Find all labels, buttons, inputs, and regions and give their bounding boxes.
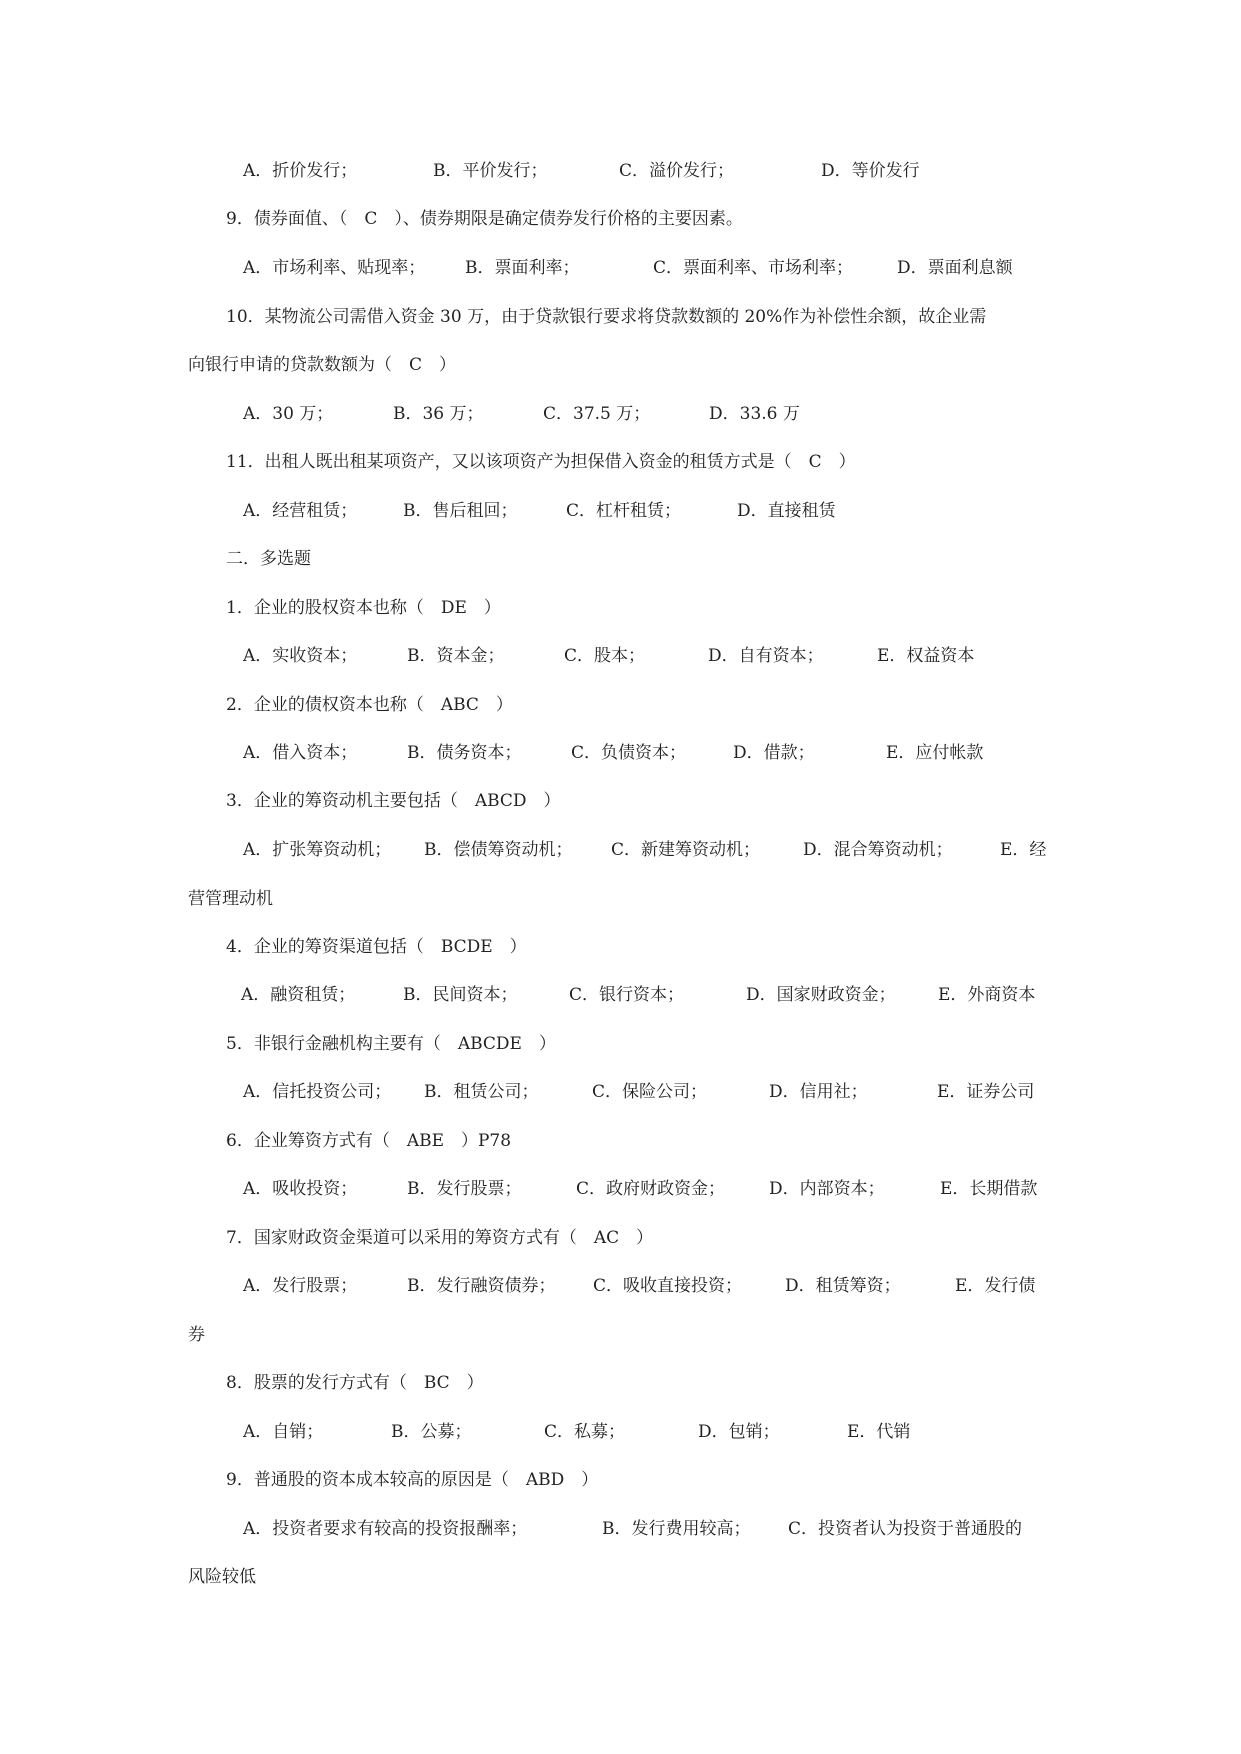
option-e: E．长期借款 [940, 1179, 1038, 1199]
question-m8: 8．股票的发行方式有（ BC ） [226, 1373, 484, 1393]
option-c: C．票面利率、市场利率； [653, 258, 854, 278]
option-c: C．吸收直接投资； [593, 1276, 743, 1296]
option-d: D．混合筹资动机； [803, 840, 953, 860]
option-e: E．代销 [847, 1422, 911, 1442]
option-d: D．信用社； [769, 1082, 868, 1102]
option-b: B．36 万； [393, 404, 484, 424]
question-m2: 2．企业的债权资本也称（ ABC ） [226, 695, 513, 715]
question-m9: 9．普通股的资本成本较高的原因是（ ABD ） [226, 1470, 599, 1490]
option-a: A．自销； [243, 1422, 324, 1442]
question-10: 10．某物流公司需借入资金 30 万，由于贷款银行要求将贷款数额的 20%作为补偿性余额，故企业需 [226, 307, 987, 327]
option-d: D．票面利息额 [897, 258, 1013, 278]
option-d: D．等价发行 [821, 161, 920, 181]
option-c: C．37.5 万； [543, 404, 651, 424]
question-9: 9．债券面值、（ C ）、债券期限是确定债券发行价格的主要因素。 [226, 209, 743, 229]
option-d: D．租赁筹资； [785, 1276, 901, 1296]
option-c: C．杠杆租赁； [566, 501, 682, 521]
option-e: E．外商资本 [938, 985, 1036, 1005]
question-m4: 4．企业的筹资渠道包括（ BCDE ） [226, 937, 527, 957]
option-b: B．债务资本； [407, 743, 522, 763]
option-row [243, 1518, 1023, 1606]
option-a: A．经营租赁； [243, 501, 358, 521]
option-c: C．银行资本； [569, 985, 685, 1005]
question-m3: 3．企业的筹资动机主要包括（ ABCD ） [226, 791, 561, 811]
option-wrap: 券 [188, 1325, 205, 1345]
option-b: B．平价发行； [433, 161, 548, 181]
option-b: B．偿债筹资动机； [424, 840, 573, 860]
option-a: A．投资者要求有较高的投资报酬率； [243, 1519, 528, 1539]
option-a: A．融资租赁； [241, 985, 356, 1005]
option-e: E．应付帐款 [886, 743, 984, 763]
question-m1: 1．企业的股权资本也称（ DE ） [226, 598, 501, 618]
option-c: C．负债资本； [571, 743, 687, 763]
option-c: C．溢价发行； [619, 161, 735, 181]
option-wrap: 营管理动机 [188, 889, 273, 909]
option-a: A．市场利率、贴现率； [243, 258, 426, 278]
option-c: C．私募； [544, 1422, 626, 1442]
option-a: A．30 万； [243, 404, 334, 424]
option-c: C．政府财政资金； [576, 1179, 726, 1199]
option-b: B．民间资本； [403, 985, 518, 1005]
question-11: 11．出租人既出租某项资产，又以该项资产为担保借入资金的租赁方式是（ C ） [226, 452, 856, 472]
option-d: D．国家财政资金； [746, 985, 896, 1005]
option-d: D．33.6 万 [709, 404, 800, 424]
question-10-wrap: 向银行申请的贷款数额为（ C ） [188, 355, 457, 375]
option-e: E．证券公司 [937, 1082, 1035, 1102]
option-a: A．发行股票； [243, 1276, 358, 1296]
option-b: B．发行费用较高； [602, 1519, 751, 1539]
section-heading: 二．多选题 [226, 549, 311, 569]
option-b: B．公募； [391, 1422, 472, 1442]
option-c: C．投资者认为投资于普通股的 [788, 1519, 1023, 1539]
option-e: E．经 [1000, 840, 1047, 860]
option-a: A．吸收投资； [243, 1179, 358, 1199]
option-e: E．权益资本 [877, 646, 975, 666]
option-a: A．实收资本； [243, 646, 358, 666]
option-d: D．直接租赁 [737, 501, 836, 521]
option-b: B．售后租回； [403, 501, 518, 521]
option-d: D．借款； [733, 743, 815, 763]
option-e: E．发行债 [955, 1276, 1036, 1296]
option-b: B．资本金； [407, 646, 505, 666]
option-b: B．发行股票； [407, 1179, 522, 1199]
option-c: C．股本； [564, 646, 646, 666]
option-d: D．内部资本； [769, 1179, 885, 1199]
question-m6: 6．企业筹资方式有（ ABE ）P78 [226, 1131, 512, 1151]
option-a: A．扩张筹资动机； [243, 840, 392, 860]
option-d: D．自有资本； [708, 646, 824, 666]
option-b: B．票面利率； [465, 258, 580, 278]
option-c: C．保险公司； [592, 1082, 708, 1102]
option-c: C．新建筹资动机； [611, 840, 761, 860]
question-m5: 5．非银行金融机构主要有（ ABCDE ） [226, 1034, 556, 1054]
option-a: A．信托投资公司； [243, 1082, 392, 1102]
option-a: A．折价发行； [243, 161, 358, 181]
option-wrap: 风险较低 [188, 1567, 256, 1587]
option-b: B．发行融资债券； [407, 1276, 556, 1296]
option-d: D．包销； [698, 1422, 780, 1442]
option-b: B．租赁公司； [424, 1082, 539, 1102]
option-a: A．借入资本； [243, 743, 358, 763]
question-m7: 7．国家财政资金渠道可以采用的筹资方式有（ AC ） [226, 1228, 654, 1248]
